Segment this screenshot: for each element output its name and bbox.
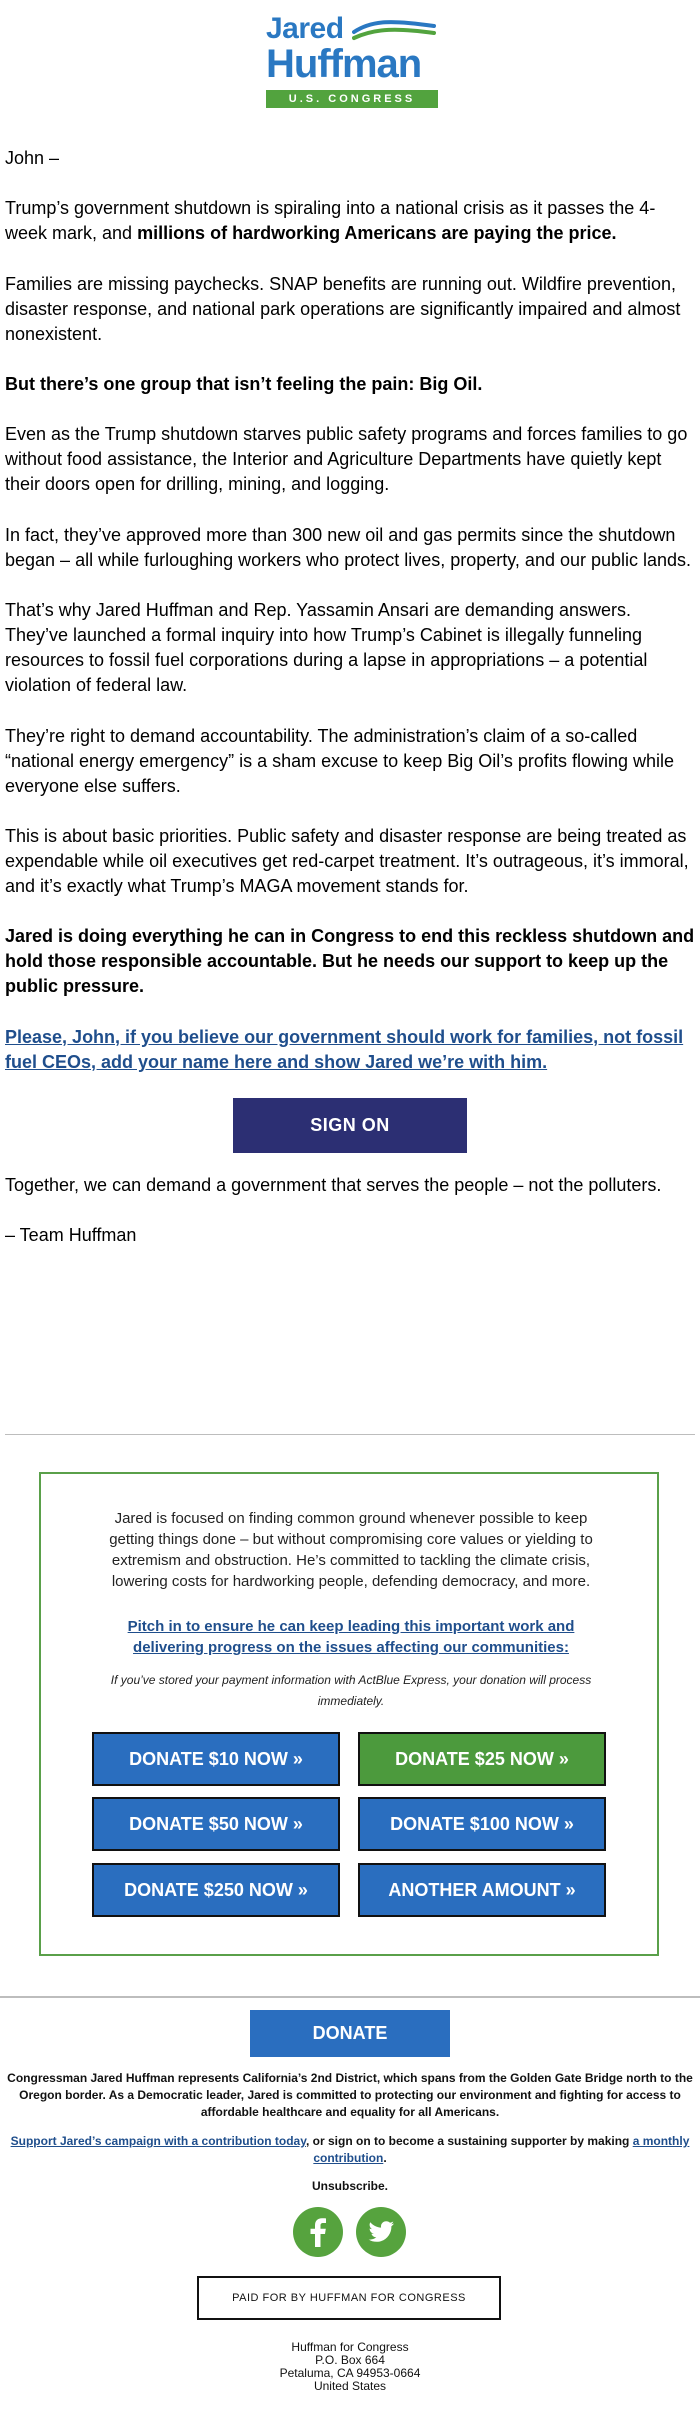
paragraph-1 [5, 196, 695, 246]
paragraph-11: Together, we can demand a government that serves the people – not the polluters. [5, 1175, 662, 1195]
signature: – Team Huffman [5, 1225, 137, 1245]
donate-50-button[interactable]: DONATE $50 NOW » [92, 1797, 340, 1851]
wave-icon [352, 18, 436, 42]
logo-tagline: U.S. CONGRESS [266, 90, 438, 108]
donate-100-button[interactable]: DONATE $100 NOW » [358, 1797, 606, 1851]
unsubscribe-link[interactable]: Unsubscribe. [311, 2179, 389, 2193]
paragraph-2: Families are missing paychecks. SNAP benefits are running out. Wildfire prevention, disaster response, and national park operations are significantly impaired and almost nonexistent. [5, 274, 681, 344]
paragraph-8: This is about basic priorities. Public safety and disaster response are being treated as expendable while oil executives get red-carpet treatment. It’s outrageous, it’s immoral, and it’s exactly what Trump’s MAGA movement stands for. [5, 826, 689, 896]
about-text: Congressman Jared Huffman represents California’s 2nd District, which spans from the Golden Gate Bridge north to the Oregon border. As a Democratic leader, Jared is committed to protecting our environment and fighting for access to affordable healthcare and equality for all Americans. [7, 2071, 693, 2119]
paragraph-1-text: Trump’s government shutdown is spiraling into a national crisis as it passes the 4-week mark, and [5, 198, 656, 243]
twitter-icon[interactable] [356, 2207, 406, 2257]
actblue-note: If you’ve stored your payment information with ActBlue Express, your donation will process immediately. [110, 1673, 592, 1708]
paragraph-7: They’re right to demand accountability. The administration’s claim of a so-called “national energy emergency” is a sham excuse to keep Big Oil’s profits flowing while everyone else suffers. [5, 726, 674, 796]
paragraph-1-bold: millions of hardworking Americans are paying the price. [137, 223, 617, 243]
support-text [5, 2133, 695, 2167]
salutation: John – [5, 148, 60, 168]
support-link[interactable]: Support Jared’s campaign with a contribution today [10, 2134, 306, 2148]
logo-last-name: Huffman [266, 42, 422, 86]
monthly-contribution-link[interactable]: a monthly contribution [313, 2134, 690, 2165]
footer-donate-button[interactable]: DONATE [250, 2010, 450, 2057]
donate-box [39, 1472, 659, 1956]
address-line-3: Petaluma, CA 94953-0664 [279, 2366, 421, 2380]
donate-250-button[interactable]: DONATE $250 NOW » [92, 1863, 340, 1917]
logo-first-name: Jared [266, 12, 344, 45]
footer-divider [0, 1996, 700, 1998]
paragraph-6: That’s why Jared Huffman and Rep. Yassamin Ansari are demanding answers. They’ve launched a formal inquiry into how Trump’s Cabinet is illegally funneling resources to fossil fuel corporations during a lapse in appropriations – a potential violation of federal law. [5, 600, 648, 695]
paragraph-4: Even as the Trump shutdown starves public safety programs and forces families to go without food assistance, the Interior and Agriculture Departments have quietly kept their doors open for drilling, mining, and logging. [5, 424, 688, 494]
paragraph-5: In fact, they’ve approved more than 300 new oil and gas permits since the shutdown began – all while furloughing workers who protect lives, property, and our public lands. [5, 525, 692, 570]
donate-10-button[interactable]: DONATE $10 NOW » [92, 1732, 340, 1786]
address-line-2: P.O. Box 664 [315, 2353, 385, 2367]
support-end: . [383, 2151, 387, 2165]
paragraph-3: But there’s one group that isn’t feeling the pain: Big Oil. [5, 374, 483, 394]
support-mid: , or sign on to become a sustaining supporter by making [305, 2134, 633, 2148]
another-amount-button[interactable]: ANOTHER AMOUNT » [358, 1863, 606, 1917]
donate-25-button[interactable]: DONATE $25 NOW » [358, 1732, 606, 1786]
facebook-icon[interactable] [293, 2207, 343, 2257]
pitch-in-link[interactable]: Pitch in to ensure he can keep leading this important work and delivering progress on the issues affecting our communities: [127, 1618, 575, 1656]
paragraph-9: Jared is doing everything he can in Congress to end this reckless shutdown and hold those responsible accountable. But he needs our support to keep up the public pressure. [5, 926, 695, 996]
paid-for-box: PAID FOR BY HUFFMAN FOR CONGRESS [197, 2276, 501, 2320]
section-divider [5, 1434, 695, 1435]
sign-petition-link[interactable]: Please, John, if you believe our government should work for families, not fossil fuel CEOs, add your name here and show Jared we’re with him. [5, 1027, 684, 1072]
huffman-logo[interactable] [266, 12, 438, 108]
address-line-1: Huffman for Congress [291, 2340, 409, 2354]
address-line-4: United States [313, 2379, 387, 2393]
donate-intro: Jared is focused on finding common ground whenever possible to keep getting things done – but without compromising core values or yielding to extremism and obstruction. He’s committed to tackling the climate crisis, lowering costs for hardworking people, defending democracy, and more. [109, 1510, 593, 1590]
sign-on-button[interactable]: SIGN ON [233, 1098, 467, 1153]
